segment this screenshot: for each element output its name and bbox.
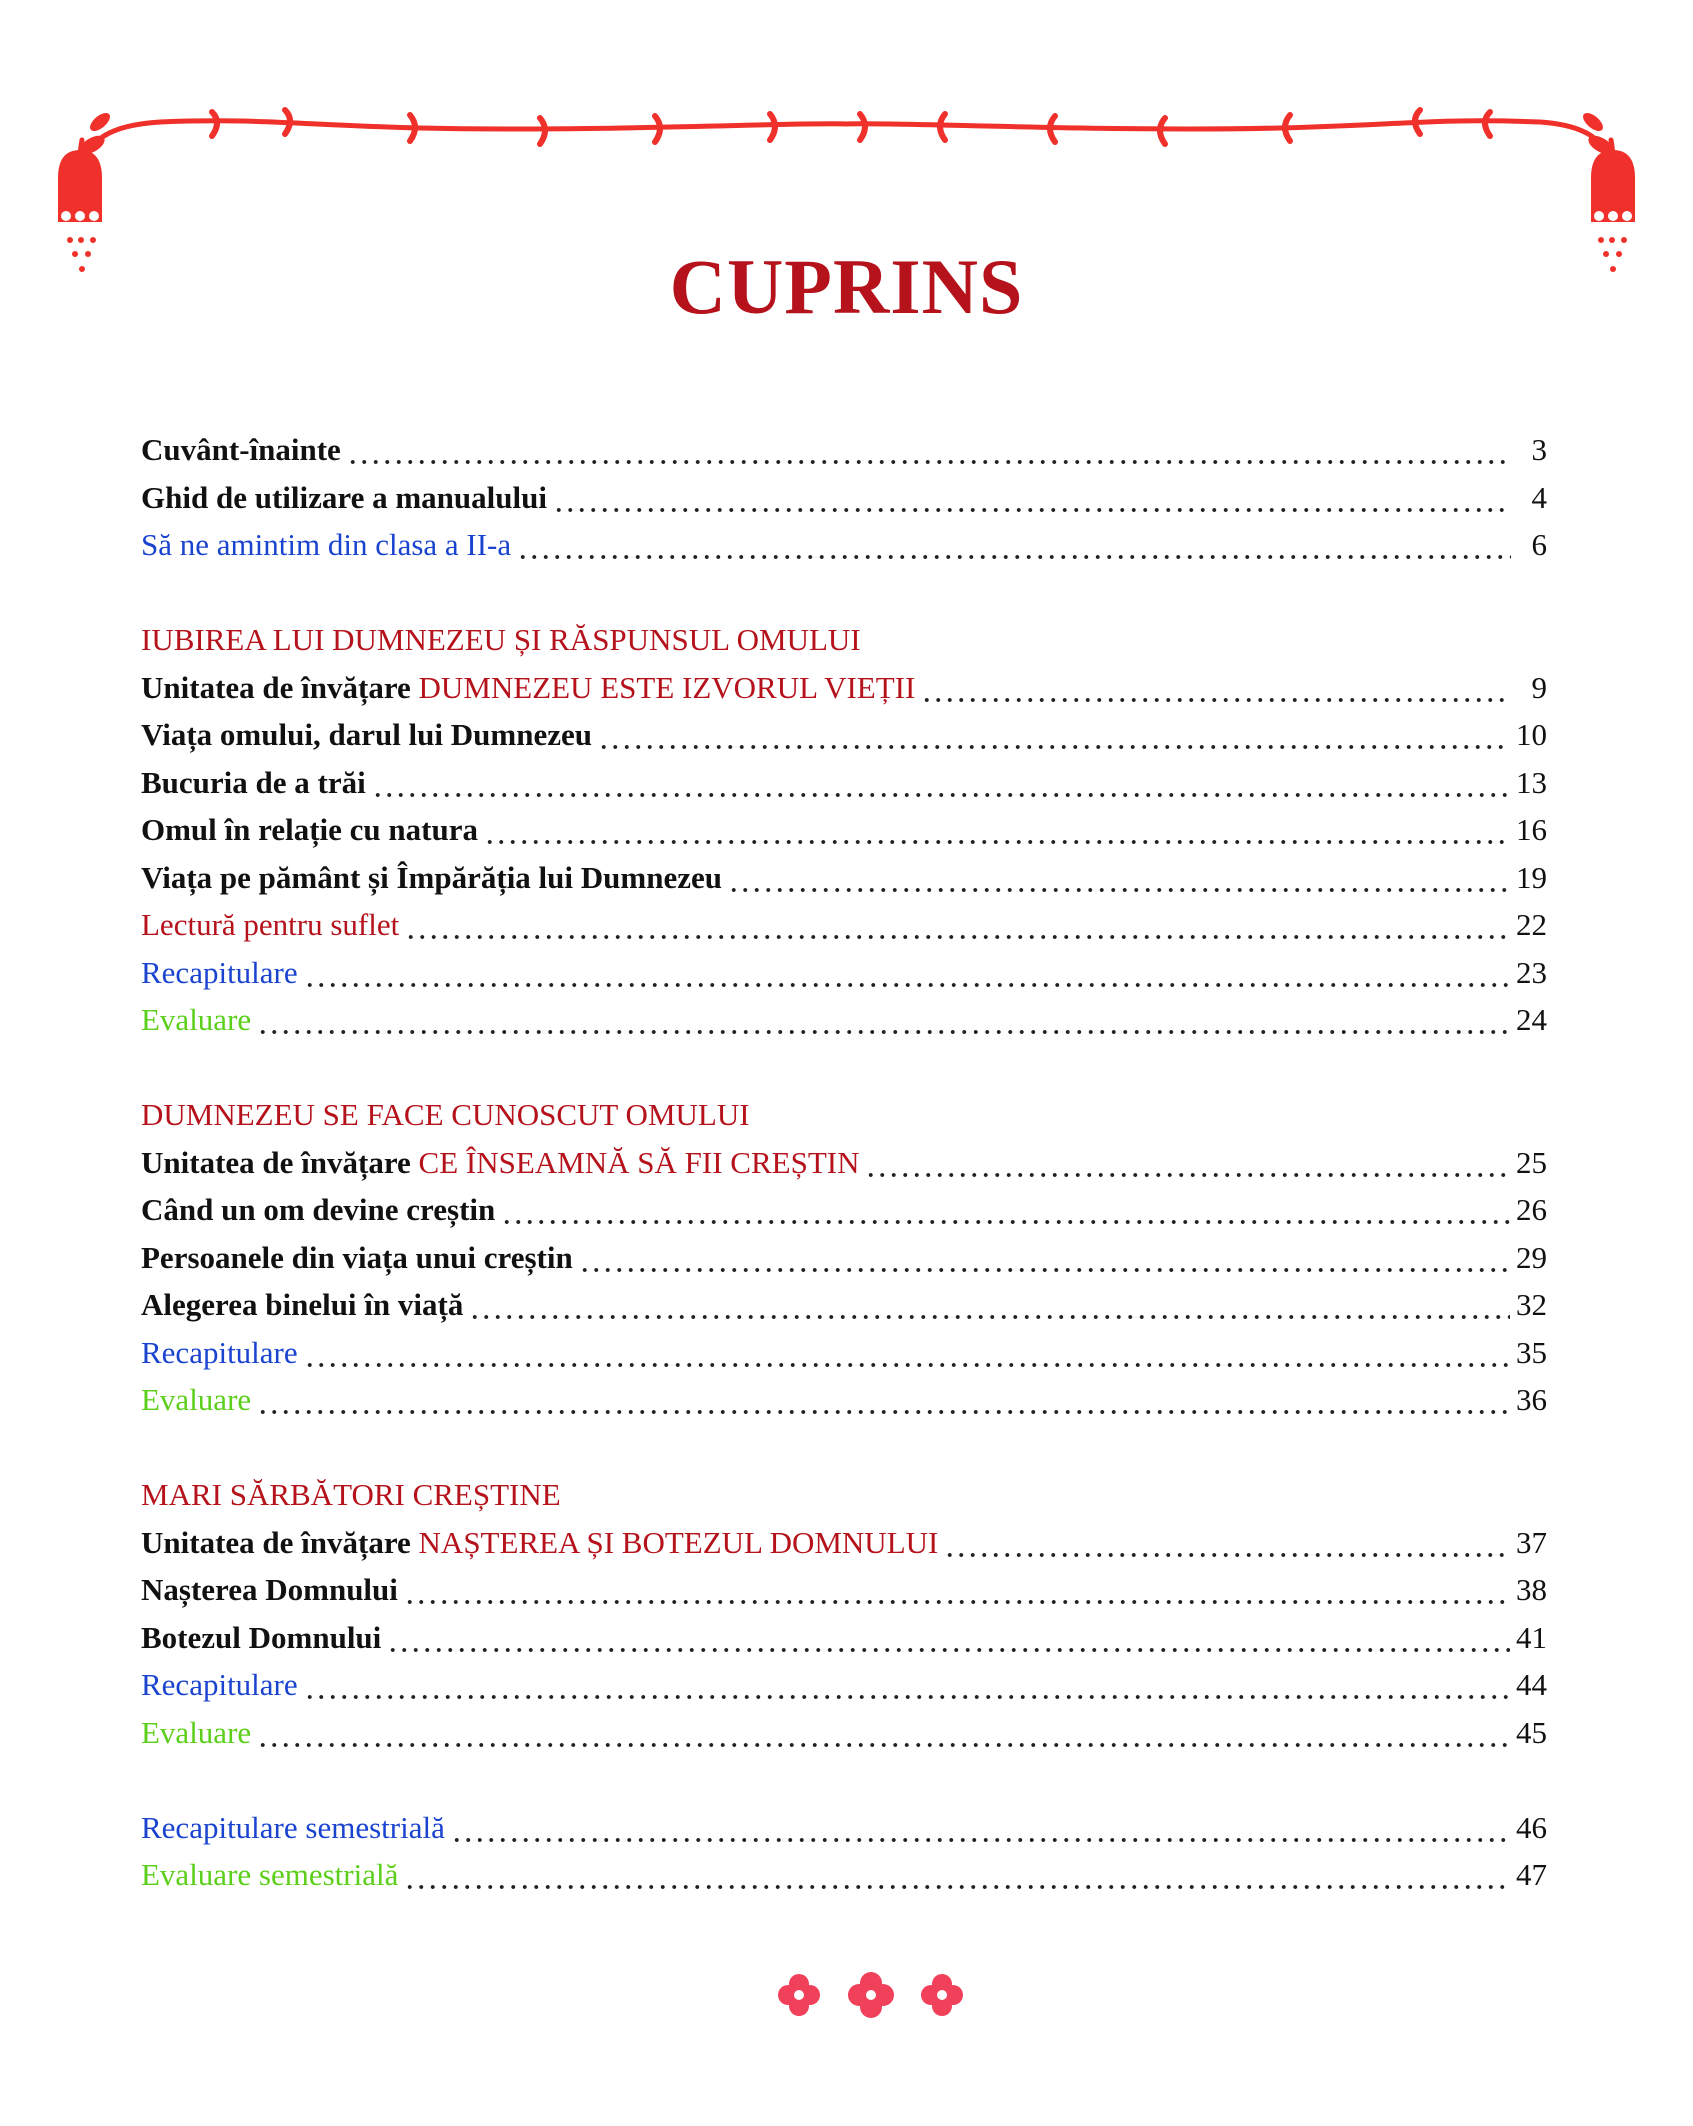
page-number: 22 <box>1516 907 1547 942</box>
dot-leader <box>372 759 1510 807</box>
page-number: 13 <box>1516 764 1547 800</box>
dot-leader <box>728 854 1510 902</box>
dot-leader <box>347 426 1511 474</box>
dot-leader <box>944 1519 1510 1567</box>
dot-leader <box>553 474 1511 522</box>
entry-title: Botezul Domnului <box>141 1619 382 1655</box>
toc-entry[interactable] <box>141 901 1547 949</box>
dot-leader <box>257 1709 1510 1757</box>
page-number: 41 <box>1516 1619 1547 1655</box>
entry-title: Viața pe pământ și Împărăția lui Dumnezeu <box>141 859 722 895</box>
toc-entry[interactable] <box>141 1661 1547 1709</box>
toc-entry[interactable] <box>141 1709 1547 1757</box>
toc-entry[interactable] <box>141 949 1547 997</box>
entry-title: Cuvânt-înainte <box>141 432 341 467</box>
entry-title: Omul în relație cu natura <box>141 812 478 847</box>
toc-entry[interactable] <box>141 1329 1547 1377</box>
entry-title: Evaluare <box>141 1382 252 1417</box>
dot-leader <box>501 1186 1510 1234</box>
page-number: 32 <box>1516 1287 1547 1322</box>
page-number: 16 <box>1516 812 1547 847</box>
toc-entry[interactable] <box>141 759 1547 807</box>
dot-leader <box>404 1851 1510 1899</box>
page-number: 45 <box>1516 1714 1547 1750</box>
page-number: 4 <box>1531 479 1547 515</box>
dot-leader <box>304 1329 1510 1377</box>
table-of-contents <box>141 426 1547 1899</box>
entry-title: Recapitulare <box>141 954 298 990</box>
flower-icon <box>921 1974 963 2016</box>
toc-entry[interactable] <box>141 474 1547 522</box>
toc-entry[interactable] <box>141 1851 1547 1899</box>
entry-title: Persoanele din viața unui creștin <box>141 1239 573 1275</box>
entry-title: Lectură pentru suflet <box>141 907 400 942</box>
dot-leader <box>404 1566 1510 1614</box>
toc-entry[interactable] <box>141 711 1547 759</box>
entry-title: Alegerea binelui în viață <box>141 1287 464 1322</box>
page-number: 25 <box>1516 1144 1547 1180</box>
toc-entry[interactable] <box>141 996 1547 1044</box>
entry-title: Nașterea Domnului <box>141 1572 398 1607</box>
page-number: 9 <box>1531 669 1547 705</box>
entry-title: Recapitulare <box>141 1667 298 1702</box>
dot-leader <box>257 996 1510 1044</box>
toc-entry[interactable] <box>141 426 1547 474</box>
page-number: 37 <box>1516 1524 1547 1560</box>
unit-title: CE ÎNSEAMNĂ SĂ FII CREȘTIN <box>418 1144 860 1180</box>
dot-leader <box>517 521 1511 569</box>
dot-leader <box>405 901 1510 949</box>
toc-entry[interactable] <box>141 1186 1547 1234</box>
dot-leader <box>304 949 1510 997</box>
entry-title: Când un om devine creștin <box>141 1192 496 1227</box>
toc-entry[interactable] <box>141 1614 1547 1662</box>
toc-entry[interactable] <box>141 521 1547 569</box>
page-number: 29 <box>1516 1239 1547 1275</box>
section-heading: DUMNEZEU SE FACE CUNOSCUT OMULUI <box>141 1097 750 1132</box>
entry-title: Ghid de utilizare a manualului <box>141 479 547 515</box>
page-number: 19 <box>1516 859 1547 895</box>
dot-leader <box>865 1139 1510 1187</box>
unit-prefix: Unitatea de învățare <box>141 669 411 705</box>
entry-title: Recapitulare <box>141 1334 298 1370</box>
section-heading: IUBIREA LUI DUMNEZEU ȘI RĂSPUNSUL OMULUI <box>141 622 861 657</box>
dot-leader <box>469 1281 1510 1329</box>
dot-leader <box>484 806 1510 854</box>
unit-title: DUMNEZEU ESTE IZVORUL VIEȚII <box>418 669 916 705</box>
toc-entry[interactable] <box>141 854 1547 902</box>
flower-ornaments <box>770 1965 970 2025</box>
dot-leader <box>598 711 1510 759</box>
page-number: 24 <box>1516 1002 1547 1037</box>
toc-unit-entry[interactable] <box>141 1519 1547 1567</box>
dot-leader <box>451 1804 1510 1852</box>
toc-entry[interactable] <box>141 1234 1547 1282</box>
toc-unit-entry[interactable] <box>141 1139 1547 1187</box>
page-number: 44 <box>1516 1667 1547 1702</box>
flower-icon <box>778 1974 820 2016</box>
toc-entry[interactable] <box>141 1804 1547 1852</box>
unit-prefix: Unitatea de învățare <box>141 1524 411 1560</box>
flower-icon <box>848 1972 894 2018</box>
entry-title: Viața omului, darul lui Dumnezeu <box>141 717 592 752</box>
section-heading: MARI SĂRBĂTORI CREȘTINE <box>141 1477 561 1512</box>
entry-title: Recapitulare semestrială <box>141 1809 445 1845</box>
page-number: 47 <box>1516 1857 1547 1892</box>
dot-leader <box>579 1234 1510 1282</box>
entry-title: Evaluare <box>141 1002 252 1037</box>
dot-leader <box>921 664 1511 712</box>
entry-title: Evaluare semestrială <box>141 1857 399 1892</box>
page-number: 23 <box>1516 954 1547 990</box>
dot-leader <box>304 1661 1510 1709</box>
page-number: 3 <box>1531 432 1547 467</box>
page-number: 26 <box>1516 1192 1547 1227</box>
page-number: 38 <box>1516 1572 1547 1607</box>
unit-title: NAȘTEREA ȘI BOTEZUL DOMNULUI <box>418 1524 939 1560</box>
toc-entry[interactable] <box>141 1376 1547 1424</box>
page-number: 6 <box>1531 527 1547 562</box>
entry-title: Evaluare <box>141 1714 252 1750</box>
page-number: 36 <box>1516 1382 1547 1417</box>
page-number: 10 <box>1516 717 1547 752</box>
page-title: CUPRINS <box>669 243 1024 330</box>
dot-leader <box>257 1376 1510 1424</box>
toc-unit-entry[interactable] <box>141 664 1547 712</box>
page-number: 35 <box>1516 1334 1547 1370</box>
dot-leader <box>387 1614 1510 1662</box>
unit-prefix: Unitatea de învățare <box>141 1144 411 1180</box>
page-number: 46 <box>1516 1809 1547 1845</box>
entry-title: Să ne amintim din clasa a II-a <box>141 527 512 562</box>
toc-entry[interactable] <box>141 1566 1547 1614</box>
toc-entry[interactable] <box>141 1281 1547 1329</box>
entry-title: Bucuria de a trăi <box>141 764 366 800</box>
toc-entry[interactable] <box>141 806 1547 854</box>
